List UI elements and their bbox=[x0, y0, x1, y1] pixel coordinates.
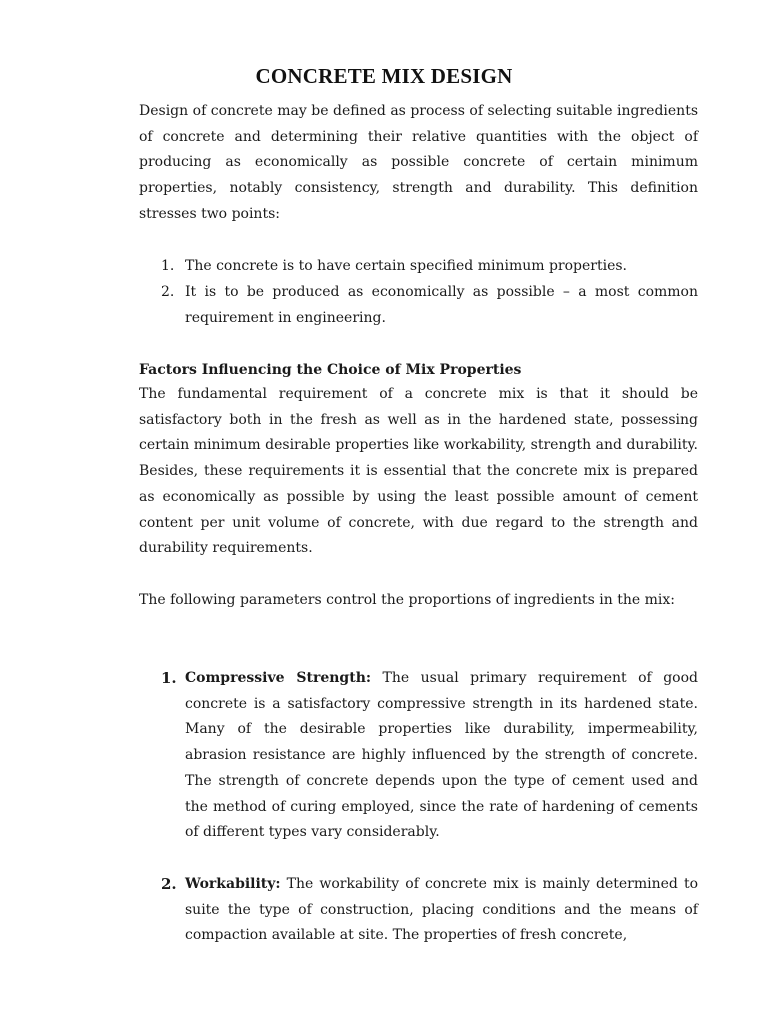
intro-paragraph: Design of concrete may be defined as process of selecting suitable ingredients of concrete and determining their relative quantities with the object of producing as economically as possible concrete of certain minimum properties, notably consistency, strength and durability. This definition stresses two points: bbox=[139, 103, 698, 222]
parameter-lead: Compressive Strength: bbox=[185, 670, 372, 686]
parameter-number: 1. bbox=[161, 669, 177, 687]
parameter-text bbox=[185, 666, 698, 846]
parameter-number: 2. bbox=[161, 875, 177, 893]
section-heading: Factors Influencing the Choice of Mix Properties bbox=[139, 362, 522, 378]
parameter-text bbox=[185, 872, 698, 949]
list-item-number: 1. bbox=[161, 258, 175, 274]
parameters-intro-paragraph: The following parameters control the proportions of ingredients in the mix: bbox=[139, 592, 675, 608]
list-item-text: The concrete is to have certain specified minimum properties. bbox=[185, 258, 628, 274]
list-item-text: It is to be produced as economically as possible – a most common requirement in engineering. bbox=[185, 284, 698, 326]
list-item-number: 2. bbox=[161, 284, 175, 300]
page-title: CONCRETE MIX DESIGN bbox=[255, 64, 513, 88]
parameter-body: The usual primary requirement of good concrete is a satisfactory compressive strength in its hardened state. Many of the desirable properties like durability, impermeability, abrasion resistance are highly influenced by the strength of concrete. The strength of concrete depends upon the type of cement used and the method of curing employed, since the rate of hardening of cements of different types vary considerably. bbox=[185, 670, 698, 841]
parameter-lead: Workability: bbox=[185, 876, 281, 892]
section-paragraph: The fundamental requirement of a concrete mix is that it should be satisfactory both in the fresh as well as in the hardened state, possessing certain minimum desirable properties like workability, strength and durability. Besides, these requirements it is essential that the concrete mix is prepared as economically as possible by using the least possible amount of cement content per unit volume of concrete, with due regard to the strength and durability requirements. bbox=[139, 386, 698, 557]
parameter-body: The workability of concrete mix is mainly determined to suite the type of construction, placing conditions and the means of compaction available at site. The properties of fresh concrete, bbox=[185, 876, 698, 944]
